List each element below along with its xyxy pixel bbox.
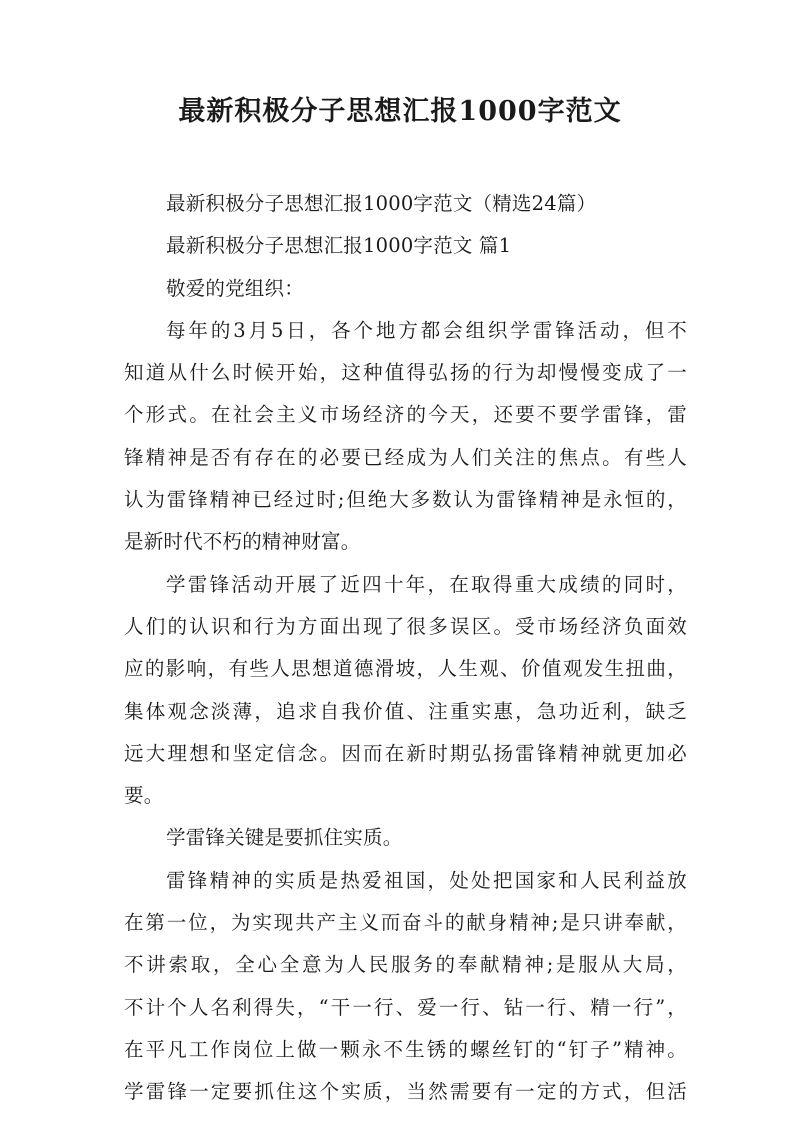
text-line: 应的影响，有些人思想道德滑坡，人生观、价值观发生扭曲， <box>124 657 687 681</box>
text-line: 锋精神是否有存在的必要已经成为人们关注的焦点。有些人 <box>124 445 687 469</box>
text-line: 每年的3月5日，各个地方都会组织学雷锋活动，但不 <box>166 318 687 342</box>
document-body <box>124 183 687 1114</box>
text-line: 学雷锋活动开展了近四十年，在取得重大成绩的同时， <box>166 572 687 596</box>
text-line: 学雷锋一定要抓住这个实质，当然需要有一定的方式，但活 <box>124 1080 687 1104</box>
text-line: 个形式。在社会主义市场经济的今天，还要不要学雷锋，雷 <box>124 403 687 427</box>
text-line: 不计个人名利得失，“干一行、爱一行、钻一行、精一行”， <box>124 995 687 1019</box>
text-line: 最新积极分子思想汇报1000字范文 篇1 <box>166 234 512 258</box>
text-line: 要。 <box>124 784 164 808</box>
document-title: 最新积极分子思想汇报1000字范文 <box>178 96 622 127</box>
text-line: 知道从什么时候开始，这种值得弘扬的行为却慢慢变成了一 <box>124 361 687 385</box>
text-line: 是新时代不朽的精神财富。 <box>124 530 361 554</box>
text-line: 雷锋精神的实质是热爱祖国，处处把国家和人民利益放 <box>166 868 687 892</box>
text-line: 最新积极分子思想汇报1000字范文（精选24篇） <box>166 192 597 215</box>
text-line: 远大理想和坚定信念。因而在新时期弘扬雷锋精神就更加必 <box>124 741 687 765</box>
text-line: 人们的认识和行为方面出现了很多误区。受市场经济负面效 <box>124 614 687 638</box>
text-line: 不讲索取，全心全意为人民服务的奉献精神;是服从大局， <box>124 953 687 977</box>
text-line: 敬爱的党组织： <box>166 276 304 300</box>
text-line: 在第一位，为实现共产主义而奋斗的献身精神;是只讲奉献， <box>124 911 687 935</box>
text-line: 集体观念淡薄，追求自我价值、注重实惠，急功近利，缺乏 <box>124 699 687 723</box>
text-line: 学雷锋关键是要抓住实质。 <box>166 826 403 850</box>
text-line: 认为雷锋精神已经过时;但绝大多数认为雷锋精神是永恒的， <box>124 488 687 512</box>
text-line: 在平凡工作岗位上做一颗永不生锈的螺丝钉的“钉子”精神。 <box>124 1037 687 1061</box>
